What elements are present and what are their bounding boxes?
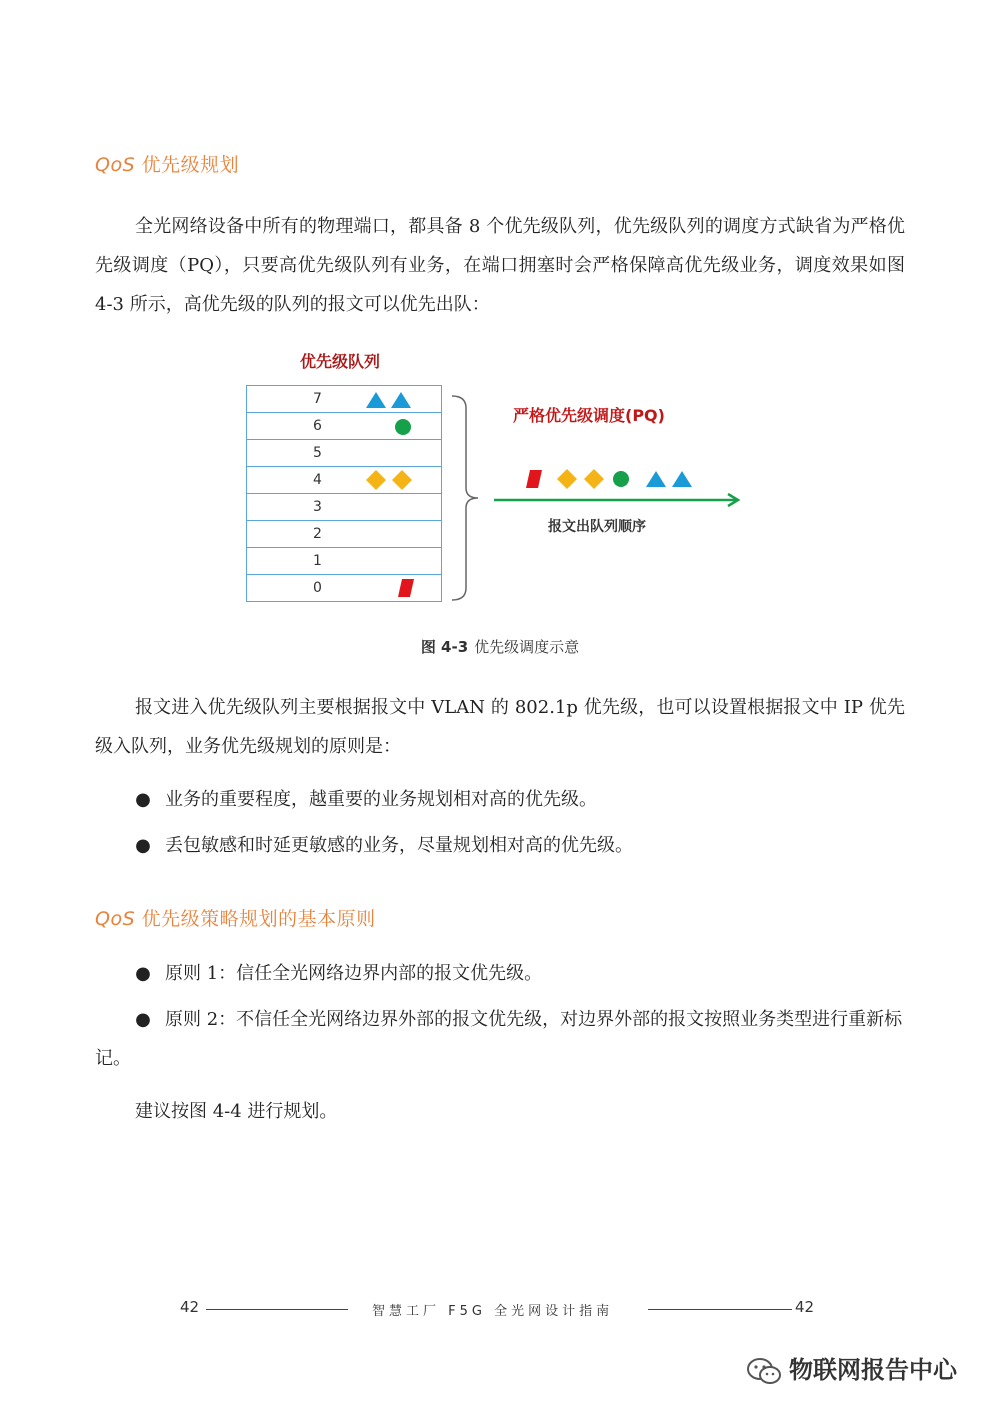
queue-number: 2	[313, 526, 322, 542]
bullet-item	[95, 1000, 905, 1078]
queue-number: 6	[313, 418, 322, 434]
bullet-text: 原则 2：不信任全光网络边界外部的报文优先级，对边界外部的报文按照业务类型进行重新标记。	[95, 1009, 903, 1069]
figure-title: 优先级队列	[300, 352, 381, 371]
yellow-diamond-packets-icon	[365, 469, 415, 491]
bullet-item	[95, 780, 905, 819]
bullet-text: 业务的重要程度，越重要的业务规划相对高的优先级。	[165, 789, 597, 810]
footer-divider-left	[206, 1309, 348, 1310]
queue-number: 0	[313, 580, 322, 596]
footer-title: 智慧工厂 F5G 全光网设计指南	[372, 1304, 614, 1319]
wechat-icon	[745, 1356, 783, 1386]
queue-rule-paragraph: 报文进入优先级队列主要根据报文中 VLAN 的 802.1p 优先级，也可以设置根据报文中 IP 优先级入队列，业务优先级规划的原则是：	[95, 697, 905, 757]
queue-number: 3	[313, 499, 322, 515]
heading-prefix: QoS	[95, 908, 136, 930]
blue-triangle-packets-icon	[365, 391, 413, 409]
queue-number: 5	[313, 445, 322, 461]
section-heading-qos-policy	[95, 904, 376, 931]
heading-text: 优先级规划	[135, 154, 240, 176]
bullet-text: 原则 1：信任全光网络边界内部的报文优先级。	[165, 963, 543, 984]
green-circle-packet-icon	[393, 417, 413, 437]
bullet-icon: ●	[135, 963, 151, 984]
priority-queue-table	[246, 385, 442, 602]
watermark	[745, 1350, 957, 1386]
intro-paragraph: 全光网络设备中所有的物理端口，都具备 8 个优先级队列，优先级队列的调度方式缺省为严格优先级调度（PQ），只要高优先级队列有业务，在端口拥塞时会严格保障高优先级业务，调度效果如图 4-3 所示，高优先级的队列的报文可以优先出队：	[95, 216, 905, 315]
dequeue-order-packets-icon	[524, 468, 704, 492]
caption-text: 优先级调度示意	[474, 638, 580, 656]
bullet-icon: ●	[135, 835, 151, 856]
queue-row-4	[247, 467, 441, 494]
watermark-text: 物联网报告中心	[789, 1356, 957, 1384]
page-number-right: 42	[795, 1298, 815, 1316]
heading-text: 优先级策略规划的基本原则	[135, 908, 376, 930]
queue-row-2	[247, 521, 441, 548]
brace-icon	[450, 394, 486, 606]
page-number-left: 42	[180, 1298, 200, 1316]
red-parallelogram-packet-icon	[397, 578, 415, 598]
bullet-item	[95, 954, 905, 993]
queue-number: 1	[313, 553, 322, 569]
bullet-icon: ●	[135, 1009, 151, 1030]
bullet-text: 丢包敏感和时延更敏感的业务，尽量规划相对高的优先级。	[165, 835, 633, 856]
figure-caption	[0, 636, 1000, 657]
queue-row-7	[247, 386, 441, 413]
queue-row-5	[247, 440, 441, 467]
section-heading-qos-priority	[95, 150, 239, 177]
bullet-item	[95, 826, 905, 865]
queue-row-6	[247, 413, 441, 440]
dequeue-arrow-icon	[492, 492, 748, 508]
closing-paragraph: 建议按图 4-4 进行规划。	[135, 1101, 338, 1122]
queue-row-3	[247, 494, 441, 521]
pq-label: 严格优先级调度(PQ)	[513, 406, 665, 425]
queue-number: 4	[313, 472, 322, 488]
queue-row-0	[247, 575, 441, 602]
bullet-icon: ●	[135, 789, 151, 810]
dequeue-order-label: 报文出队列顺序	[548, 519, 646, 535]
page-footer	[0, 1298, 1000, 1322]
caption-number: 图 4-3	[420, 638, 469, 656]
heading-prefix: QoS	[95, 154, 136, 176]
queue-number: 7	[313, 391, 322, 407]
queue-row-1	[247, 548, 441, 575]
footer-divider-right	[648, 1309, 792, 1310]
